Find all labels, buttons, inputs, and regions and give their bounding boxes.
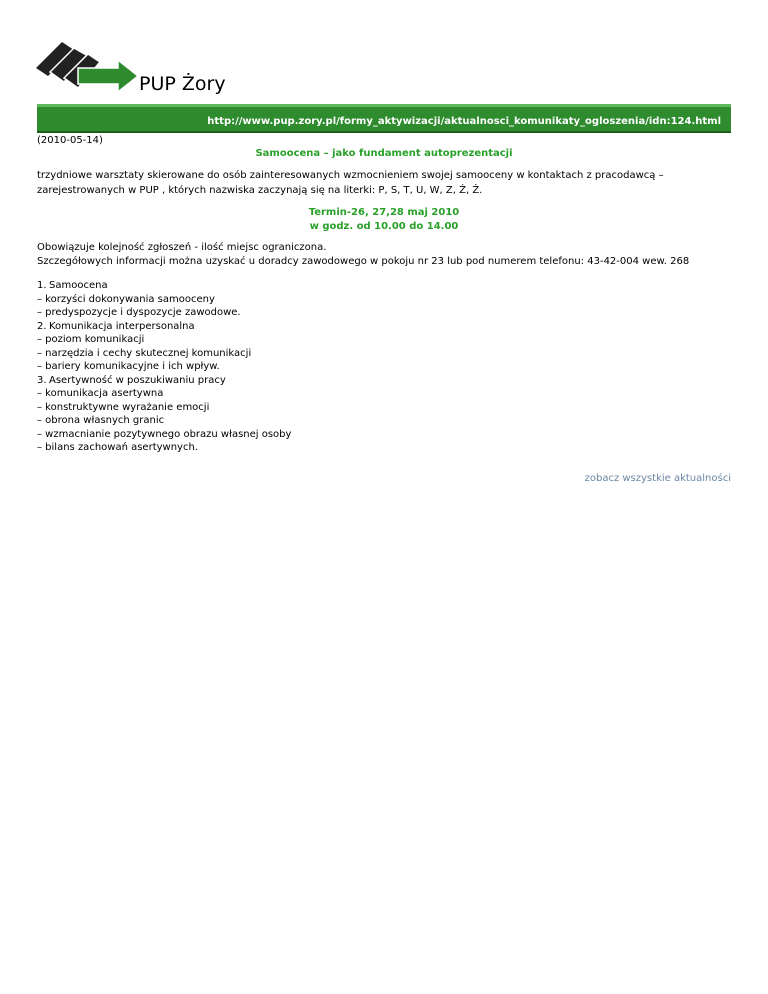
program-subitem: – korzyści dokonywania samooceny xyxy=(37,293,215,305)
program-subitem: – poziom komunikacji xyxy=(37,334,145,345)
program-number: 1. xyxy=(37,280,47,291)
program-subitem: – bilans zachowań asertywnych. xyxy=(37,442,198,453)
program-subitem: – wzmacnianie pozytywnego obrazu własnej osoby xyxy=(37,428,292,440)
program-subitem: – predyspozycje i dyspozycje zawodowe. xyxy=(37,307,241,318)
program-subitem: – komunikacja asertywna xyxy=(37,388,164,399)
article-title: Samoocena – jako fundament autoprezentacji xyxy=(255,148,513,159)
program-title: Asertywność w poszukiwaniu pracy xyxy=(49,374,226,386)
site-name: PUP Żory xyxy=(139,73,226,95)
program-item xyxy=(37,374,291,388)
info-block xyxy=(37,241,737,269)
program-subitem: – obrona własnych granic xyxy=(37,415,165,426)
article-date: (2010-05-14) xyxy=(37,135,103,146)
article-intro: trzydniowe warsztaty skierowane do osób zainteresowanych wzmocnieniem swojej samooceny w kontaktach z pracodawcą – zarejestrowanych w PUP , których nazwiska zaczynają się na literki: P, S, T, U, W, Z, Ź, Ż. xyxy=(37,170,664,196)
program-number: 2. xyxy=(37,320,47,332)
pup-logo-icon xyxy=(36,40,146,102)
program-subitem: – konstruktywne wyrażanie emocji xyxy=(37,401,210,413)
term-hours: w godz. od 10.00 do 14.00 xyxy=(309,221,459,232)
program-title: Komunikacja interpersonalna xyxy=(49,320,195,332)
program-subitem: – bariery komunikacyjne i ich wpływ. xyxy=(37,361,220,372)
term-block xyxy=(37,206,731,234)
page-url[interactable]: http://www.pup.zory.pl/formy_aktywizacji/aktualnosci_komunikaty_ogloszenia/idn:124.html xyxy=(207,116,721,127)
term-dates: Termin-26, 27,28 maj 2010 xyxy=(308,207,460,218)
program-list xyxy=(37,279,291,455)
program-item xyxy=(37,279,291,293)
program-item xyxy=(37,320,291,334)
info-limit: Obowiązuje kolejność zgłoszeń - ilość miejsc ograniczona. xyxy=(37,242,327,253)
program-title: Samoocena xyxy=(49,280,108,291)
program-number: 3. xyxy=(37,374,47,386)
program-subitem: – narzędzia i cechy skutecznej komunikacji xyxy=(37,347,252,359)
url-bar xyxy=(37,104,731,133)
all-news-link[interactable]: zobacz wszystkie aktualności xyxy=(584,473,731,484)
info-contact: Szczegółowych informacji można uzyskać u doradcy zawodowego w pokoju nr 23 lub pod numerem telefonu: 43-42-004 wew. 268 xyxy=(37,256,690,267)
